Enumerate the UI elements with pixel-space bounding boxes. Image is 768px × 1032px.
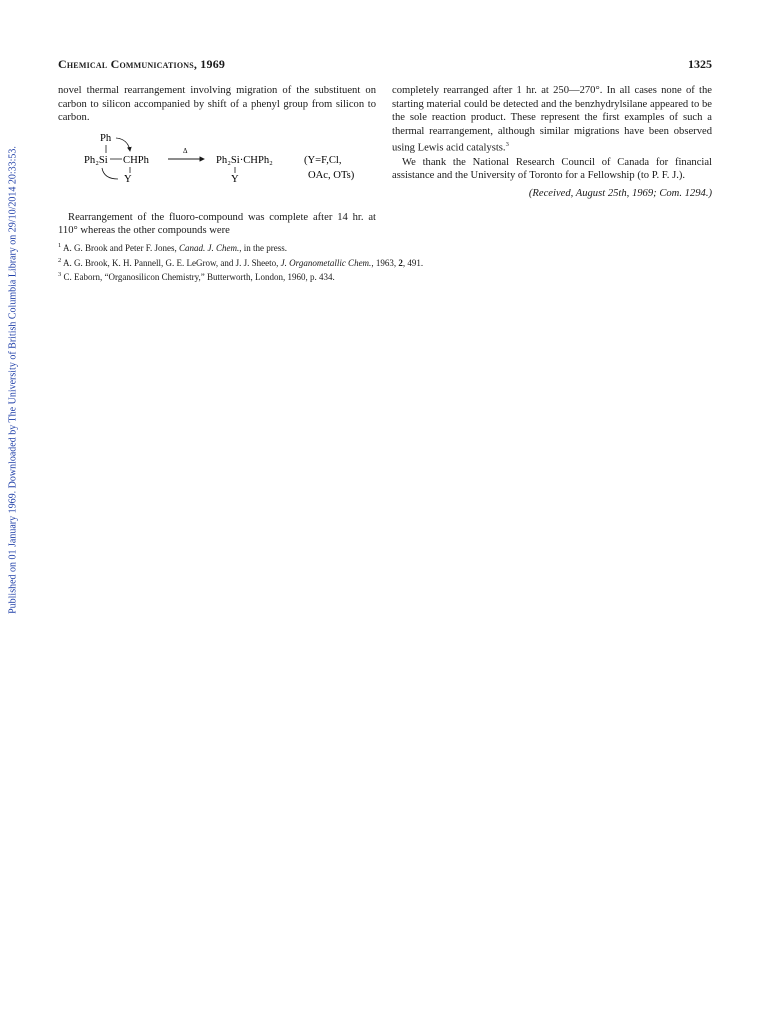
conditions-line-1: (Y=F,Cl, [304, 154, 342, 166]
reference-number: 2 [58, 256, 62, 264]
reference-authors: A. G. Brook, K. H. Pannell, G. E. LeGrow, and J. J. Sheeto, [63, 257, 281, 268]
reference-pages: 491 [407, 257, 421, 268]
right-column [392, 84, 712, 200]
download-watermark [3, 110, 23, 650]
substituent-y-product: Y [231, 173, 239, 185]
heat-symbol: Δ [183, 146, 188, 155]
conditions-line-2: OAc, OTs) [308, 169, 355, 181]
citation-3: 3 [505, 141, 509, 149]
left-column [58, 84, 376, 238]
phenyl-top-label: Ph [100, 132, 112, 144]
reaction-scheme [58, 131, 376, 205]
reference-1 [58, 240, 658, 255]
reference-2: $^2$ A. G. Brook, K. H. Pannell, G. E. LeGrow, and J. J. Sheeto, J. Organometallic Chem., 1963, 2, 491. [58, 256, 424, 268]
reference-number: 1 [58, 242, 62, 249]
acknowledgement: We thank the National Research Council of Canada for financial assistance and the University of Toronto for a Fellowship (to P. F. J.). [392, 156, 712, 182]
reference-3 [58, 269, 658, 284]
references [58, 240, 658, 284]
journal-title: Chemical Communications, 1969 [58, 57, 226, 71]
product-label: Ph₂Si·CHPh₂ [216, 154, 273, 166]
phenyl-shift-arrow [116, 138, 130, 151]
substituent-shift-arrow [102, 168, 118, 179]
reference-journal: J. Organometallic Chem. [280, 257, 372, 268]
download-watermark-text: Published on 01 January 1969. Downloaded by The University of British Columbia Library on 29/10/2014 20:33:53. [7, 146, 19, 614]
reference-number: 3 [58, 271, 62, 278]
paragraph-right-1 [392, 84, 712, 156]
reactant-si-label: Ph₂Si [84, 154, 108, 166]
reactant-c-label: CHPh [123, 154, 149, 166]
reference-journal: Canad. J. Chem. [179, 243, 240, 253]
reference-authors: C. Eaborn, “Organosilicon Chemistry,” Butterworth, London, 1960, p. 434. [63, 272, 335, 282]
reference-rest: , in the press. [239, 243, 288, 253]
substituent-y-left: Y [124, 173, 132, 185]
reaction-scheme-svg [58, 131, 376, 205]
paragraph-right-1-text: completely rearranged after 1 hr. at 250—270°. In all cases none of the starting material could be detected and the benzhydrylsilane appeared to be the sole reaction product. These represent the first examples of such a thermal rearrangement, although similar migrations have been observed using Lewis acid catalysts. [392, 85, 712, 154]
received-date: (Received, August 25th, 1969; Com. 1294.) [528, 187, 712, 199]
paragraph-left-2: Rearrangement of the fluoro-compound was complete after 14 hr. at 110° whereas the other compounds were [58, 211, 376, 237]
reference-volume: 2 [398, 257, 403, 268]
reference-year: 1963 [375, 257, 394, 268]
page-number: 1325 [688, 57, 712, 71]
reference-authors: A. G. Brook and Peter F. Jones, [63, 243, 180, 253]
running-header [58, 57, 712, 73]
paragraph-left-1: novel thermal rearrangement involving migration of the substituent on carbon to silicon accompanied by shift of a phenyl group from silicon to carbon. [58, 85, 376, 124]
